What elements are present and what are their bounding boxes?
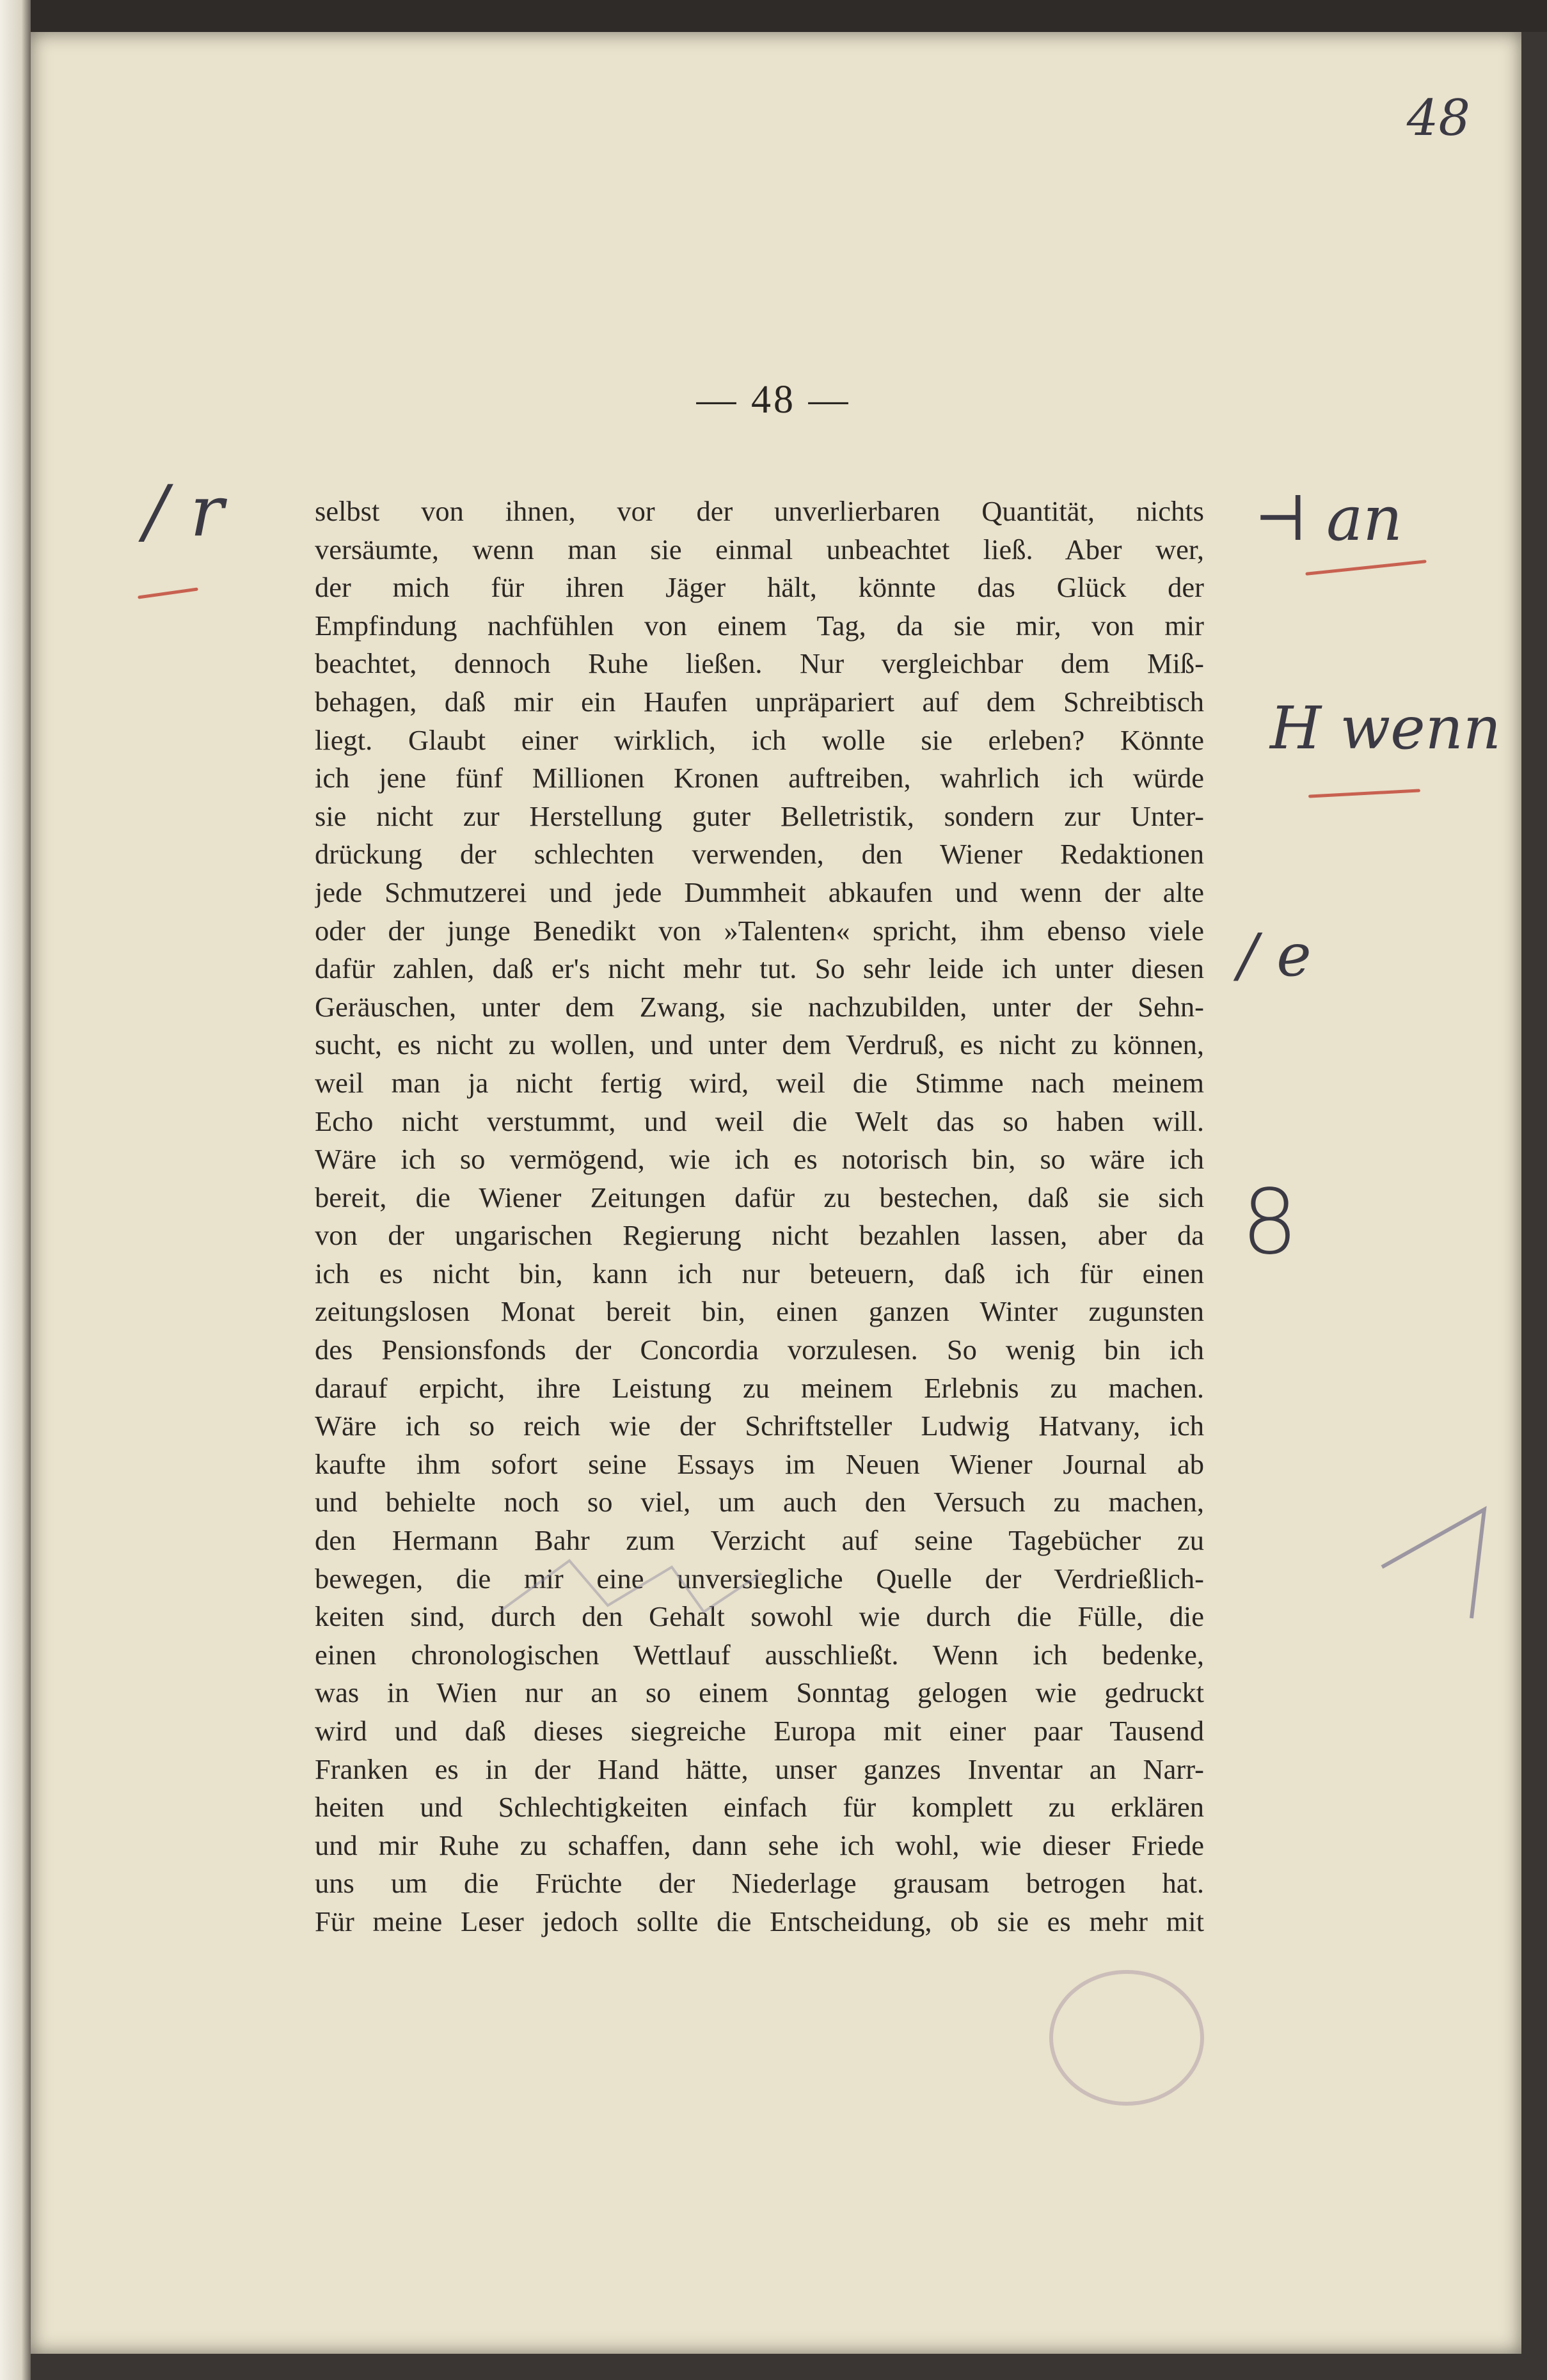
- text-line: Geräuschen, unter dem Zwang, sie nachzubilden, unter der Sehn-: [315, 990, 1204, 1023]
- pencil-stroke: [1376, 1490, 1503, 1631]
- text-line: bereit, die Wiener Zeitungen dafür zu bestechen, daß sie sich: [315, 1181, 1204, 1213]
- text-line: beachtet, dennoch Ruhe ließen. Nur vergleichbar dem Miß-: [315, 647, 1204, 680]
- text-line: weil man ja nicht fertig wird, weil die Stimme nach meinem: [315, 1066, 1204, 1099]
- printed-page-number: — 48 —: [696, 378, 851, 422]
- text-line: sucht, es nicht zu wollen, und unter dem Verdruß, es nicht zu können,: [315, 1028, 1204, 1061]
- body-text: [315, 493, 1204, 1941]
- margin-note-right: ⊣ an: [1254, 483, 1403, 555]
- text-line: liegt. Glaubt einer wirklich, ich wolle sie erleben? Könnte: [315, 723, 1204, 756]
- text-line: versäumte, wenn man sie einmal unbeachtet ließ. Aber wer,: [315, 533, 1204, 565]
- library-stamp: [1049, 1970, 1204, 2106]
- text-line: zeitungslosen Monat bereit bin, einen ganzen Winter zugunsten: [315, 1295, 1204, 1328]
- margin-note-right: / e: [1238, 921, 1312, 989]
- text-line: sie nicht zur Herstellung guter Belletristik, sondern zur Unter-: [315, 800, 1204, 832]
- text-line: kaufte ihm sofort seine Essays im Neuen Wiener Journal ab: [315, 1447, 1204, 1480]
- pencil-stroke: [493, 1548, 800, 1625]
- text-line: bewegen, die mir eine unversiegliche Quelle der Verdrießlich-: [315, 1562, 1204, 1595]
- text-line: wird und daß dieses siegreiche Europa mit einer paar Tausend: [315, 1715, 1204, 1747]
- text-line: jede Schmutzerei und jede Dummheit abkaufen und wenn der alte: [315, 876, 1204, 908]
- text-line: uns um die Früchte der Niederlage grausam betrogen hat.: [315, 1867, 1204, 1900]
- text-line: drückung der schlechten verwenden, den Wiener Redaktionen: [315, 838, 1204, 871]
- text-line: was in Wien nur an so einem Sonntag gelogen wie gedruckt: [315, 1676, 1204, 1709]
- text-line: den Hermann Bahr zum Verzicht auf seine Tagebücher zu: [315, 1524, 1204, 1557]
- text-line: dafür zahlen, daß er's nicht mehr tut. So sehr leide ich unter diesen: [315, 952, 1204, 985]
- margin-note-right: 8: [1241, 1170, 1299, 1275]
- text-line: oder der junge Benedikt von »Talenten« spricht, ihm ebenso viele: [315, 914, 1204, 947]
- text-line: der mich für ihren Jäger hält, könnte das Glück der: [315, 571, 1204, 604]
- text-line: ich es nicht bin, kann ich nur beteuern, daß ich für einen: [315, 1257, 1204, 1289]
- text-line: von der ungarischen Regierung nicht bezahlen lassen, aber da: [315, 1219, 1204, 1252]
- text-line: und mir Ruhe zu schaffen, dann sehe ich wohl, wie dieser Friede: [315, 1829, 1204, 1861]
- scan-background-top: [0, 0, 1547, 32]
- text-line: Franken es in der Hand hätte, unser ganzes Inventar an Narr-: [315, 1753, 1204, 1785]
- text-line: Für meine Leser jedoch sollte die Entscheidung, ob sie es mehr mit: [315, 1905, 1204, 1937]
- text-line: keiten sind, durch den Gehalt sowohl wie durch die Fülle, die: [315, 1600, 1204, 1633]
- text-line: des Pensionsfonds der Concordia vorzulesen. So wenig bin ich: [315, 1334, 1204, 1366]
- scan-left-edge: [0, 0, 31, 2380]
- text-line: und behielte noch so viel, um auch den Versuch zu machen,: [315, 1486, 1204, 1518]
- text-line: Empfindung nachfühlen von einem Tag, da sie mir, von mir: [315, 609, 1204, 642]
- margin-note-left: / r: [144, 470, 224, 552]
- archive-page-number: 48: [1406, 90, 1470, 147]
- text-line: Echo nicht verstummt, und weil die Welt das so haben will.: [315, 1105, 1204, 1137]
- text-line: Wäre ich so reich wie der Schriftsteller Ludwig Hatvany, ich: [315, 1410, 1204, 1442]
- text-line: behagen, daß mir ein Haufen unpräpariert auf dem Schreibtisch: [315, 685, 1204, 718]
- text-line: selbst von ihnen, vor der unverlierbaren Quantität, nichts: [315, 495, 1204, 527]
- text-line: Wäre ich so vermögend, wie ich es notorisch bin, so wäre ich: [315, 1143, 1204, 1176]
- text-line: heiten und Schlechtigkeiten einfach für komplett zu erklären: [315, 1791, 1204, 1824]
- text-line: darauf erpicht, ihre Leistung zu meinem Erlebnis zu machen.: [315, 1371, 1204, 1404]
- text-line: einen chronologischen Wettlauf ausschließt. Wenn ich bedenke,: [315, 1638, 1204, 1671]
- text-line: ich jene fünf Millionen Kronen auftreiben, wahrlich ich würde: [315, 762, 1204, 794]
- margin-note-right: H wenn: [1270, 694, 1502, 762]
